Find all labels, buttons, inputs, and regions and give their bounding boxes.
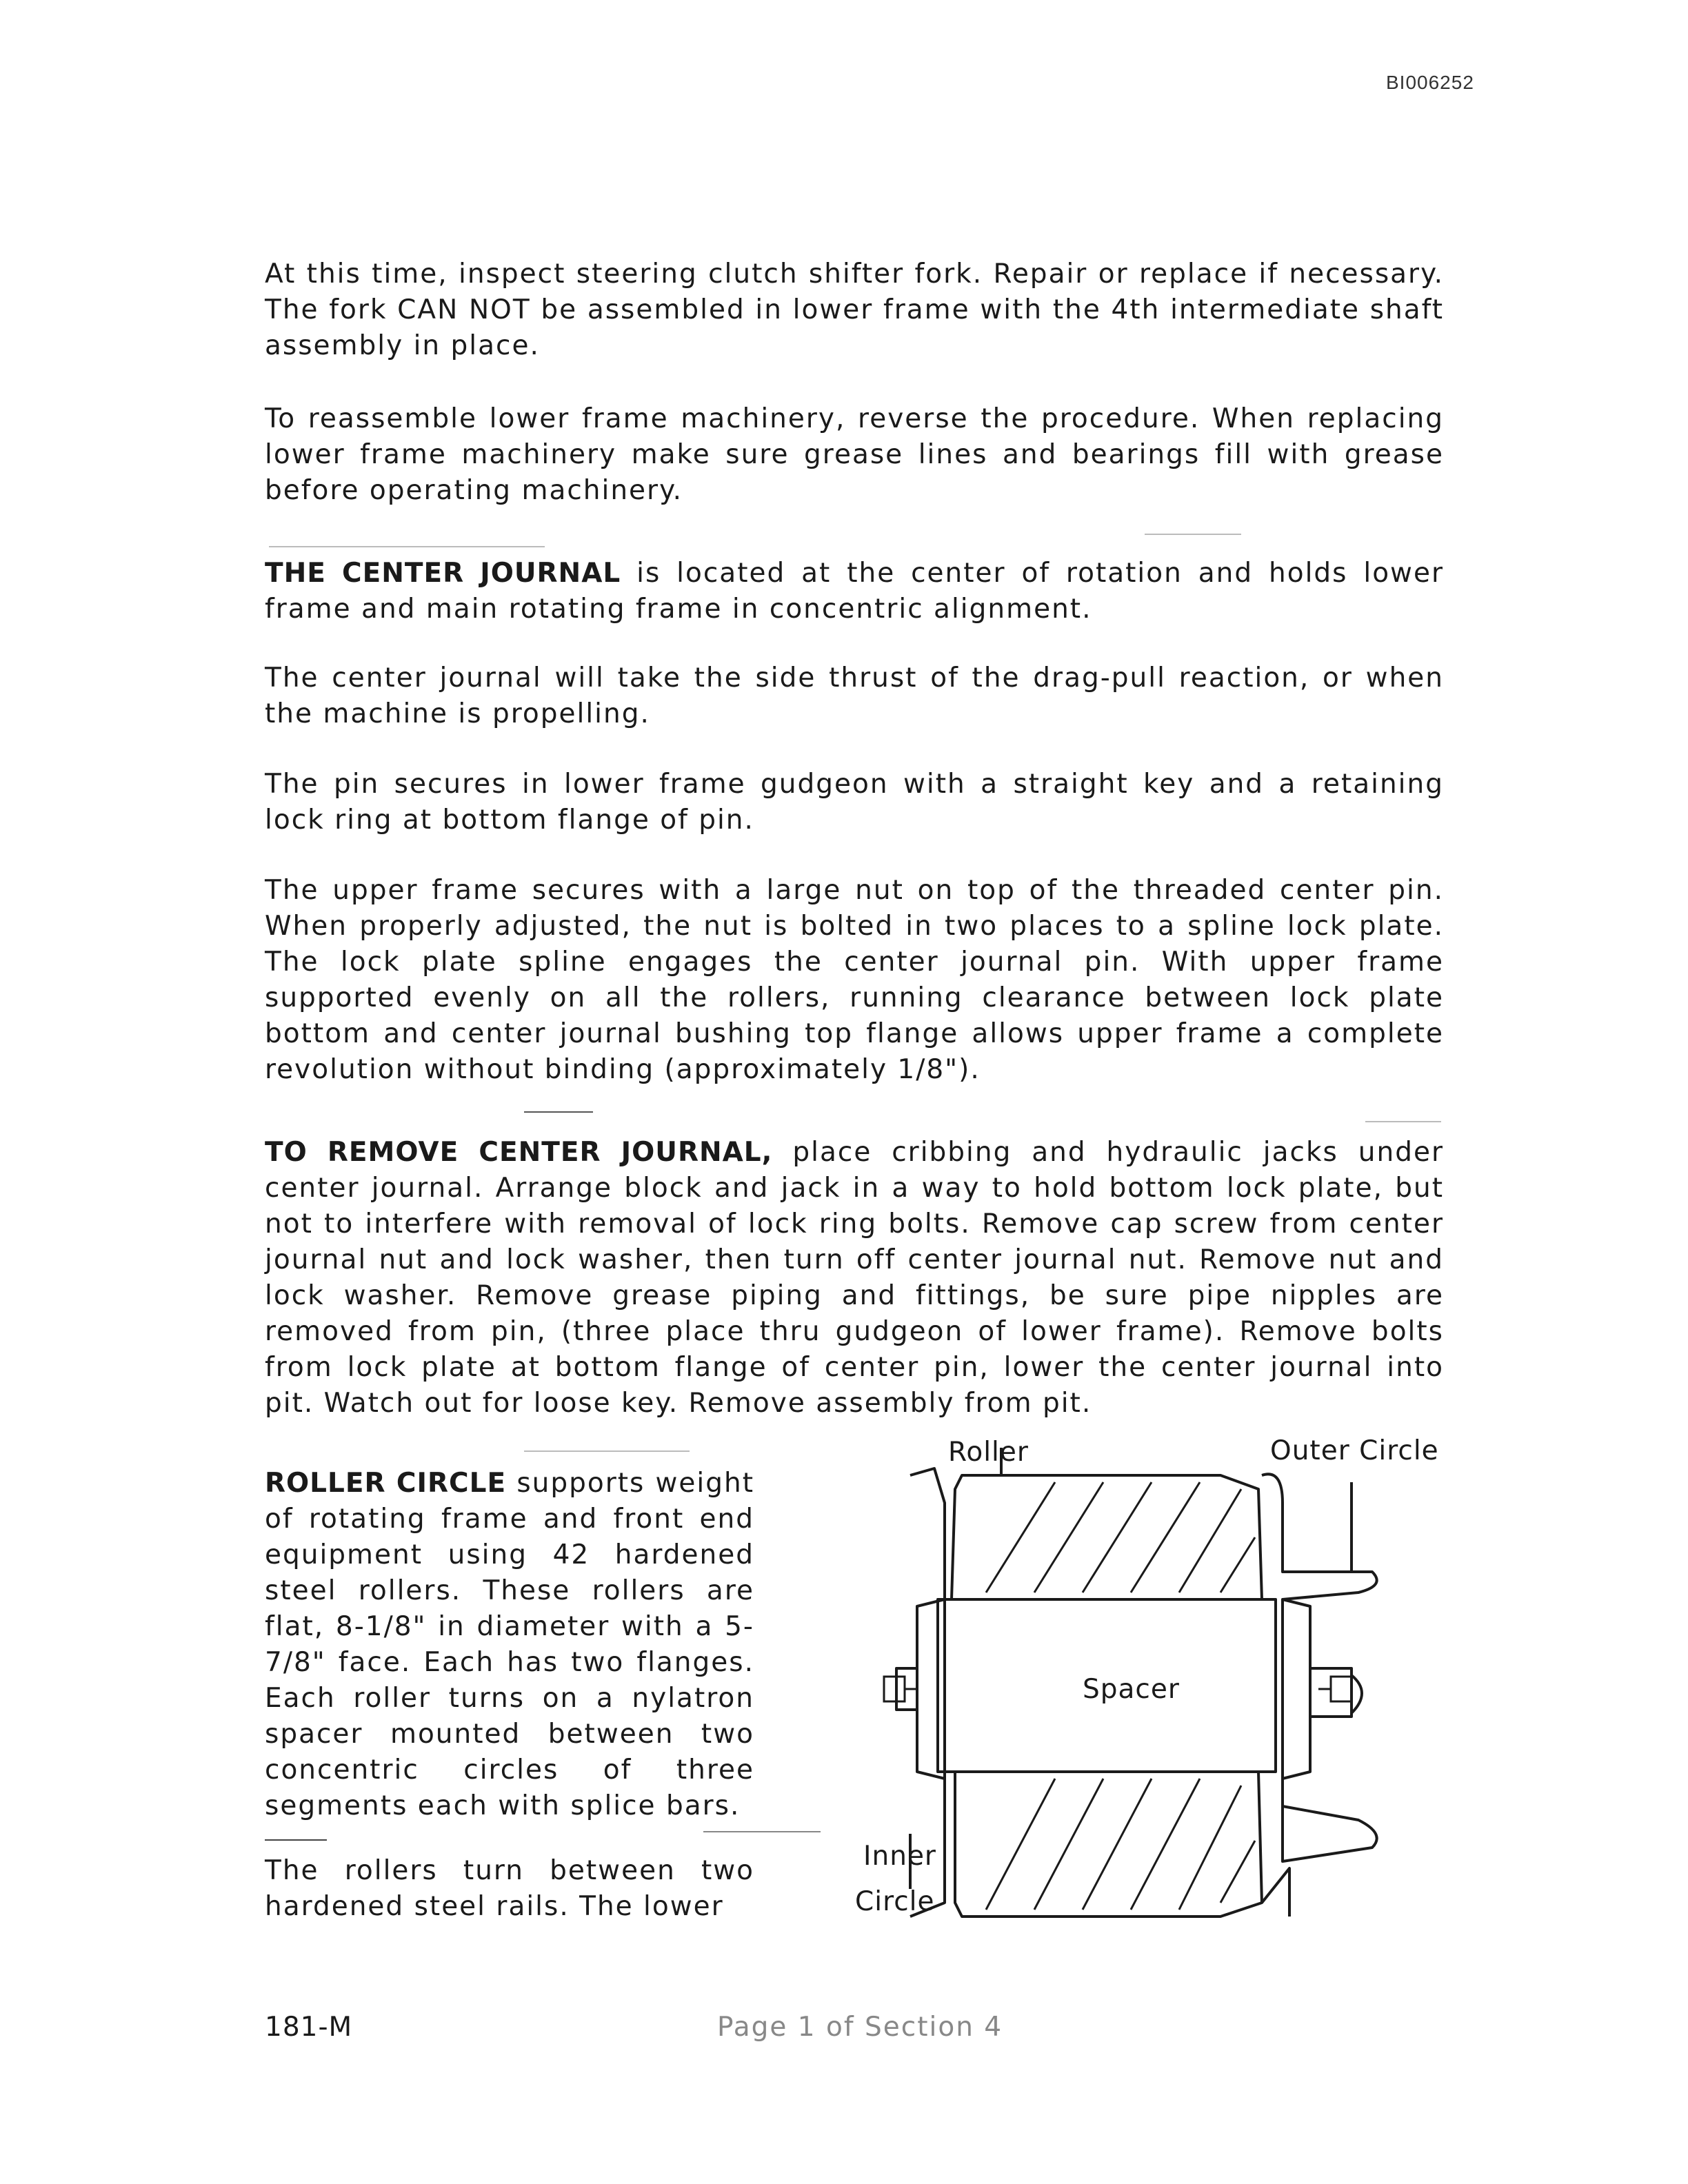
remove-center-journal-text: place cribbing and hydraulic jacks under center journal. Arrange block and jack in a way to hold bottom lock plate, but not to interfere with removal of lock ring bolts. Remove cap screw from center journal nut and lock washer, then turn off center journal nut. Remove nut and lock washer. Remove grease piping and fittings, be sure pipe nipples are removed from pin, (three place thru gudgeon of lower frame). Remove bolts from lock plate at bottom flange of center pin, lower the center journal into pit. Watch out for loose key. Remove assembly from pit. <box>265 1137 1444 1419</box>
scan-artifact-line <box>524 1450 690 1452</box>
paragraph-rollers-turn: The rollers turn between two hardened steel rails. The lower <box>265 1855 754 1922</box>
scan-artifact-line <box>703 1831 821 1832</box>
footer-page-number: Page 1 of Section 4 <box>717 2012 1003 2043</box>
roller-cross-section-diagram <box>807 1420 1469 1944</box>
paragraph-upper-frame: The upper frame secures with a large nut on top of the threaded center pin. When properly adjusted, the nut is bolted in two places to a spline lock plate. The lock plate spline engages the center journal pin. With upper frame supported evenly on all the rollers, running clearance between lock plate bottom and center journal bushing top flange allows upper frame a complete revolution without binding (approximately 1/8"). <box>265 875 1444 1085</box>
scan-artifact-line <box>524 1111 593 1113</box>
paragraph-center-journal <box>265 556 1444 627</box>
scan-artifact-line <box>265 1839 327 1841</box>
center-journal-text: is located at the center of rotation and holds lower frame and main rotating frame in concentric alignment. <box>265 558 1444 625</box>
label-inner: Inner <box>863 1841 936 1872</box>
paragraph-side-thrust: The center journal will take the side thrust of the drag-pull reaction, or when the machine is propelling. <box>265 663 1444 729</box>
label-roller: Roller <box>948 1437 1029 1468</box>
heading-remove-center-journal: TO REMOVE CENTER JOURNAL, <box>265 1137 773 1168</box>
roller-circle-text: supports weight of rotating frame and front end equipment using 42 hardened steel rollers. These rollers are flat, 8-1/8" in diameter with a 5-7/8" face. Each has two flanges. Each roller turns on a nylatron spacer mounted between two concentric circles of three segments each with splice bars. <box>265 1468 755 1821</box>
paragraph-roller-circle <box>265 1466 754 1824</box>
heading-center-journal: THE CENTER JOURNAL <box>265 558 621 589</box>
paragraph-remove-center-journal <box>265 1135 1444 1422</box>
paragraph-pin-secures: The pin secures in lower frame gudgeon with a straight key and a retaining lock ring at bottom flange of pin. <box>265 769 1444 836</box>
heading-roller-circle: ROLLER CIRCLE <box>265 1468 507 1499</box>
label-outer-circle: Outer Circle <box>1270 1435 1439 1466</box>
footer-doc-code: 181-M <box>265 2012 353 2043</box>
paragraph-reassemble: To reassemble lower frame machinery, reverse the procedure. When replacing lower frame machinery make sure grease lines and bearings fill with grease before operating machinery. <box>265 403 1444 506</box>
scan-artifact-line <box>1365 1121 1441 1122</box>
scan-artifact-line <box>269 546 545 547</box>
paragraph-shifter-fork: At this time, inspect steering clutch shifter fork. Repair or replace if necessary. The fork CAN NOT be assembled in lower frame with the 4th intermediate shaft assembly in place. <box>265 259 1444 361</box>
scan-artifact-line <box>1145 534 1241 535</box>
label-circle: Circle <box>855 1886 935 1917</box>
document-id: BI006252 <box>1386 72 1474 93</box>
label-spacer: Spacer <box>1083 1674 1180 1705</box>
